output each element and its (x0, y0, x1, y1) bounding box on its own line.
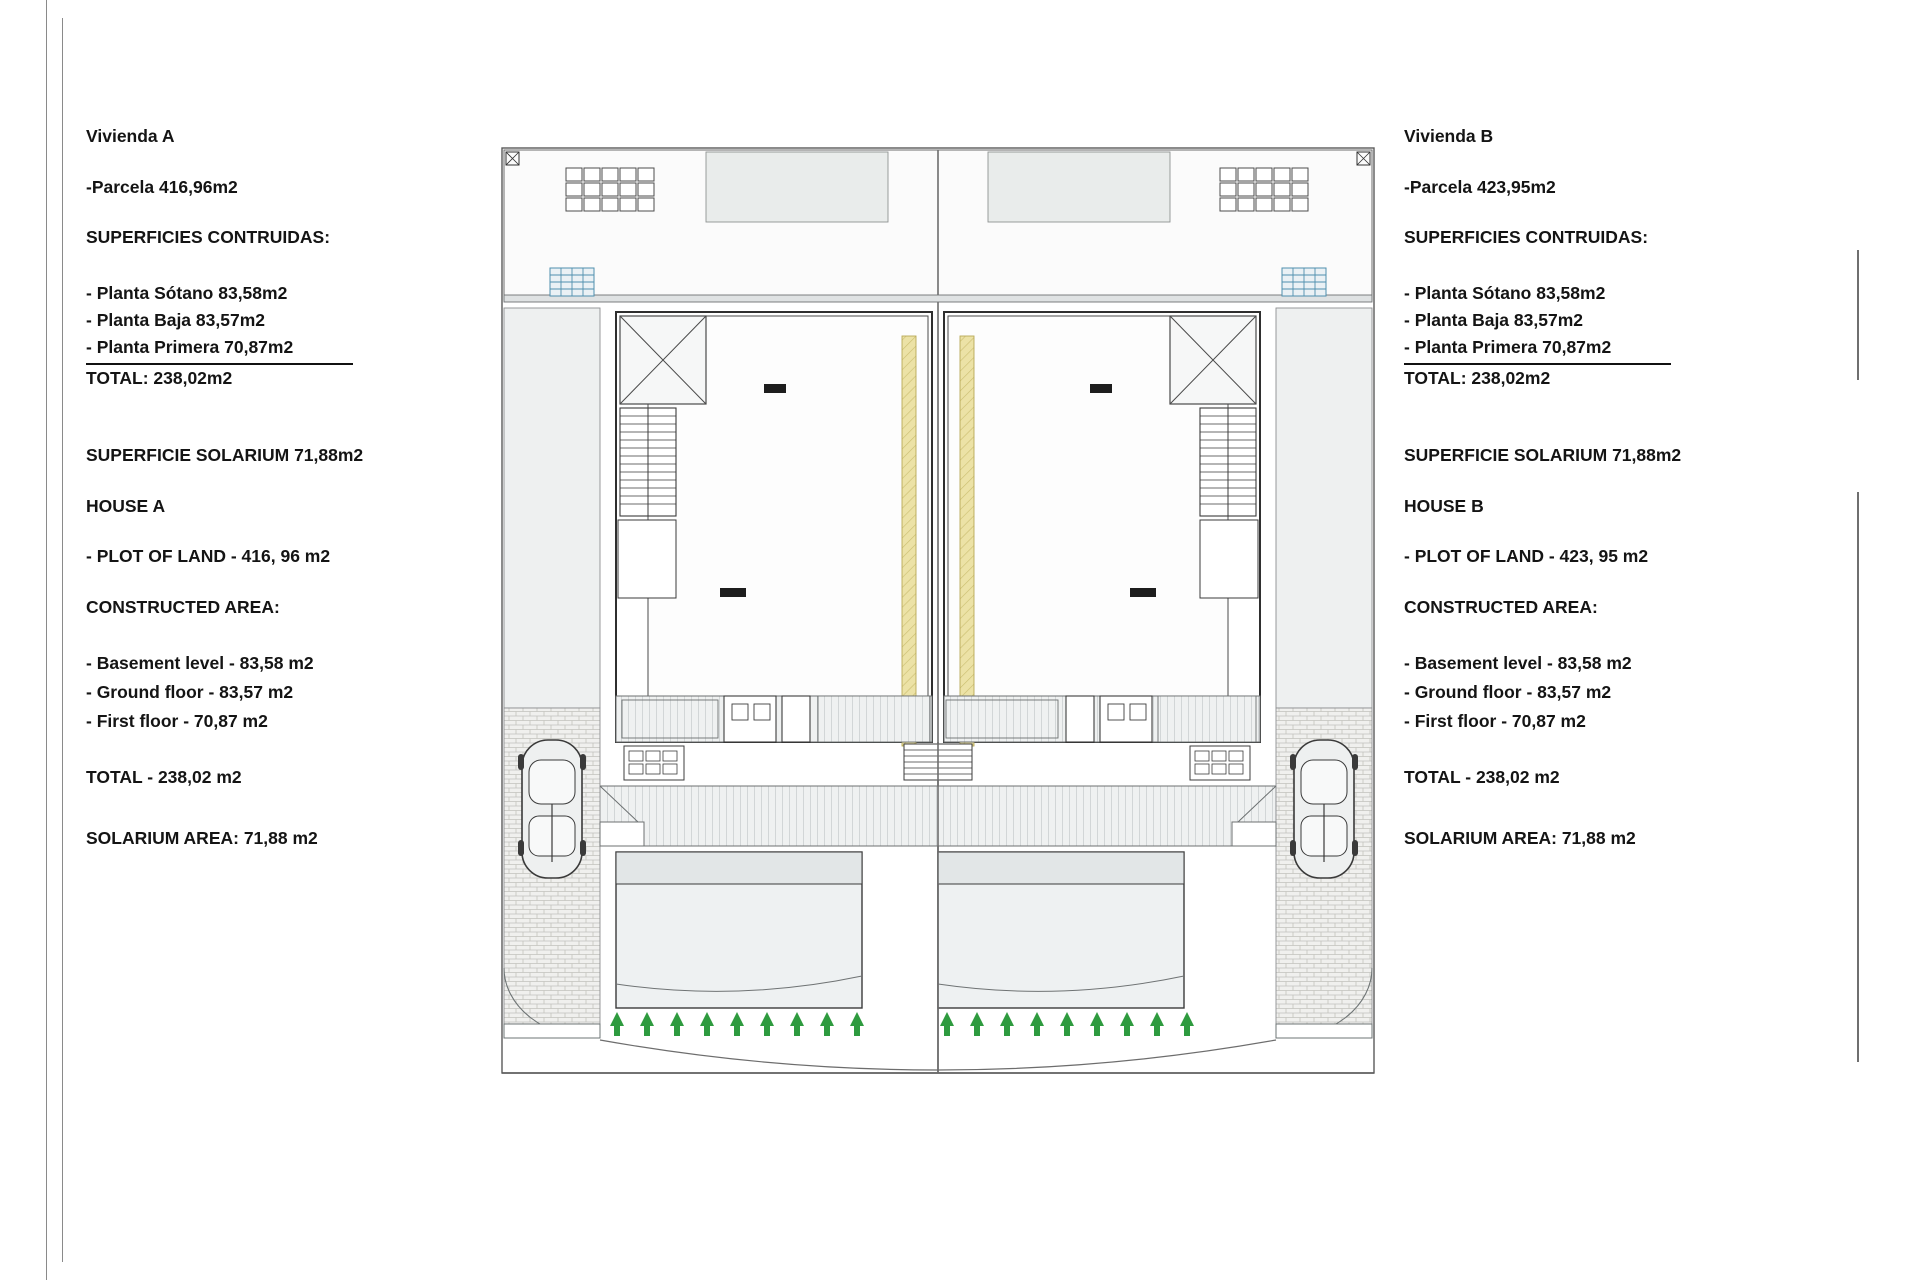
house-b-area-ground: - Planta Baja 83,57m2 (1404, 309, 1583, 330)
house-a-info-block (86, 128, 516, 848)
house-a-total-en: TOTAL - 238,02 m2 (86, 766, 242, 787)
house-b-staircase (1200, 408, 1256, 516)
house-b-heading-en: HOUSE B (1404, 495, 1484, 516)
rear-boundary-wall (504, 295, 1372, 302)
sheet-right-mark-top (1857, 250, 1859, 380)
house-b-plot-en: - PLOT OF LAND - 423, 95 m2 (1404, 546, 1649, 566)
house-b-total-en: TOTAL - 238,02 m2 (1404, 766, 1560, 787)
house-a-solarium: SUPERFICIE SOLARIUM 71,88m2 (86, 445, 364, 465)
house-a-area-ground-en: - Ground floor - 83,57 m2 (86, 681, 294, 702)
rear-pergola-b (1220, 168, 1308, 211)
house-a-area-basement: - Planta Sótano 83,58m2 (86, 282, 288, 303)
pool-b (938, 852, 1184, 1008)
house-a-area-ground: - Planta Baja 83,57m2 (86, 309, 265, 330)
house-b-footprint (944, 312, 1260, 742)
house-b-area-basement: - Planta Sótano 83,58m2 (1404, 282, 1606, 303)
front-terrace-b (944, 696, 1260, 742)
house-a-area-first-en: - First floor - 70,87 m2 (86, 710, 268, 731)
rear-steps-a (550, 268, 594, 296)
pool-a (616, 852, 862, 1008)
house-a-areas-heading-en: CONSTRUCTED AREA: (86, 596, 280, 617)
house-a-plot: -Parcela 416,96m2 (86, 176, 238, 197)
rear-pergola-a (566, 168, 654, 211)
house-a-footprint (616, 312, 932, 742)
house-a-total: TOTAL: 238,02m2 (86, 367, 233, 388)
sheet-margin-line-inner (62, 18, 63, 1262)
house-b-info-block (1404, 128, 1834, 848)
car-a (518, 740, 586, 878)
front-terrace-a (616, 696, 932, 742)
house-a-area-first: - Planta Primera 70,87m2 (86, 334, 353, 365)
house-a-plot-en: - PLOT OF LAND - 416, 96 m2 (86, 546, 331, 566)
house-b-areas-heading: SUPERFICIES CONTRUIDAS: (1404, 227, 1649, 247)
car-b (1290, 740, 1358, 878)
site-plan-drawing (488, 140, 1388, 1140)
rear-steps-b (1282, 268, 1326, 296)
parking-area-a (504, 708, 600, 1038)
house-b-area-ground-en: - Ground floor - 83,57 m2 (1404, 681, 1612, 702)
house-a-heading: Vivienda A (86, 126, 175, 146)
house-b-total: TOTAL: 238,02m2 (1404, 367, 1551, 388)
outdoor-table-a (624, 746, 684, 780)
house-b-heading: Vivienda B (1404, 126, 1494, 146)
house-b-area-first-en: - First floor - 70,87 m2 (1404, 710, 1586, 731)
side-plot-strip-a (504, 308, 600, 708)
house-a-solarium-en: SOLARIUM AREA: 71,88 m2 (86, 828, 318, 849)
house-b-area-first: - Planta Primera 70,87m2 (1404, 334, 1671, 365)
house-b-solarium-en: SOLARIUM AREA: 71,88 m2 (1404, 828, 1636, 849)
house-a-areas-heading: SUPERFICIES CONTRUIDAS: (86, 227, 331, 247)
sheet-right-mark-bottom (1857, 492, 1859, 1062)
house-b-areas-heading-en: CONSTRUCTED AREA: (1404, 596, 1598, 617)
side-plot-strip-b (1276, 308, 1372, 708)
outdoor-table-b (1190, 746, 1250, 780)
house-a-area-basement-en: - Basement level - 83,58 m2 (86, 653, 314, 673)
house-b-area-basement-en: - Basement level - 83,58 m2 (1404, 653, 1632, 673)
sheet-margin-line-outer (46, 0, 47, 1280)
parking-area-b (1276, 708, 1372, 1038)
house-b-solarium: SUPERFICIE SOLARIUM 71,88m2 (1404, 445, 1682, 465)
house-a-staircase (620, 408, 676, 516)
house-b-plot: -Parcela 423,95m2 (1404, 176, 1556, 197)
house-a-heading-en: HOUSE A (86, 495, 166, 516)
